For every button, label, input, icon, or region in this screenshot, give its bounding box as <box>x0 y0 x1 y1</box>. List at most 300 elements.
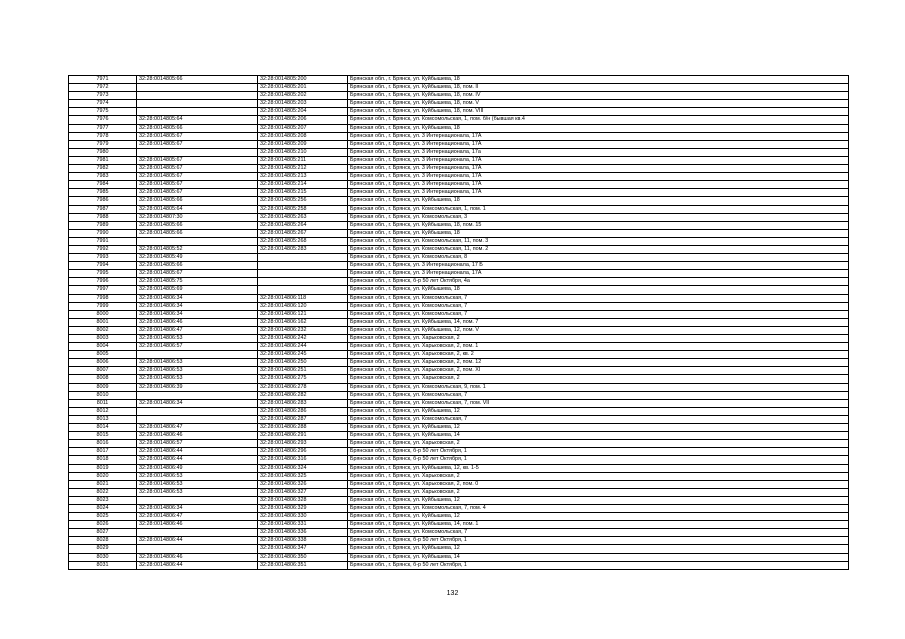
object-number-cell: 32:28:0014806:336 <box>258 529 348 537</box>
table-row <box>69 124 849 132</box>
address-cell: Брянская обл., г. Брянск, ул. Куйбышева, 14 <box>348 553 849 561</box>
address-cell: Брянская обл., г. Брянск, ул. Комсомольская, 8 <box>348 254 849 262</box>
registry-table-body <box>69 76 849 570</box>
table-row <box>69 480 849 488</box>
row-number-cell: 7985 <box>69 189 137 197</box>
table-row <box>69 181 849 189</box>
table-row <box>69 221 849 229</box>
row-number-cell: 7994 <box>69 262 137 270</box>
address-cell: Брянская обл., г. Брянск, ул. 3 Интернационала, 17А <box>348 181 849 189</box>
parcel-number-cell: 32:28:0014806:57 <box>137 343 258 351</box>
row-number-cell: 7978 <box>69 132 137 140</box>
object-number-cell <box>258 278 348 286</box>
address-cell: Брянская обл., г. Брянск, ул. Комсомольская, 7 <box>348 310 849 318</box>
row-number-cell: 8003 <box>69 335 137 343</box>
row-number-cell: 8008 <box>69 375 137 383</box>
table-row <box>69 140 849 148</box>
parcel-number-cell: 32:28:0014806:53 <box>137 367 258 375</box>
row-number-cell: 7989 <box>69 221 137 229</box>
parcel-number-cell <box>137 108 258 116</box>
row-number-cell: 7984 <box>69 181 137 189</box>
table-row <box>69 294 849 302</box>
object-number-cell: 32:28:0014806:347 <box>258 545 348 553</box>
table-row <box>69 448 849 456</box>
table-row <box>69 100 849 108</box>
table-row <box>69 173 849 181</box>
parcel-number-cell: 32:28:0014805:64 <box>137 116 258 124</box>
table-row <box>69 278 849 286</box>
table-row <box>69 504 849 512</box>
table-row <box>69 148 849 156</box>
row-number-cell: 7983 <box>69 173 137 181</box>
address-cell: Брянская обл., г. Брянск, б-р 50 лет Октября, 1 <box>348 456 849 464</box>
row-number-cell: 7982 <box>69 165 137 173</box>
address-cell: Брянская обл., г. Брянск, ул. Куйбышева, 12 <box>348 513 849 521</box>
parcel-number-cell <box>137 148 258 156</box>
row-number-cell: 8022 <box>69 488 137 496</box>
row-number-cell: 8004 <box>69 343 137 351</box>
table-row <box>69 335 849 343</box>
address-cell: Брянская обл., г. Брянск, ул. Куйбышева, 18, пом. VIII <box>348 108 849 116</box>
table-row <box>69 318 849 326</box>
object-number-cell: 32:28:0014806:250 <box>258 359 348 367</box>
parcel-number-cell <box>137 391 258 399</box>
table-row <box>69 165 849 173</box>
address-cell: Брянская обл., г. Брянск, б-р 50 лет Октября, 4а <box>348 278 849 286</box>
parcel-number-cell: 32:28:0014805:67 <box>137 189 258 197</box>
parcel-number-cell: 32:28:0014806:47 <box>137 513 258 521</box>
address-cell: Брянская обл., г. Брянск, ул. Куйбышева, 18 <box>348 229 849 237</box>
object-number-cell: 32:28:0014806:316 <box>258 456 348 464</box>
address-cell: Брянская обл., г. Брянск, ул. Комсомольская, 7 <box>348 415 849 423</box>
parcel-number-cell: 32:28:0014806:53 <box>137 359 258 367</box>
row-number-cell: 8015 <box>69 432 137 440</box>
row-number-cell: 8000 <box>69 310 137 318</box>
address-cell: Брянская обл., г. Брянск, ул. Харьковская, 2 <box>348 335 849 343</box>
table-row <box>69 189 849 197</box>
row-number-cell: 8006 <box>69 359 137 367</box>
row-number-cell: 8027 <box>69 529 137 537</box>
parcel-number-cell: 32:28:0014806:57 <box>137 440 258 448</box>
address-cell: Брянская обл., г. Брянск, ул. Куйбышева, 12 <box>348 424 849 432</box>
object-number-cell <box>258 254 348 262</box>
row-number-cell: 8001 <box>69 318 137 326</box>
table-row <box>69 108 849 116</box>
address-cell: Брянская обл., г. Брянск, ул. Харьковская, 2 <box>348 375 849 383</box>
table-row <box>69 351 849 359</box>
object-number-cell: 32:28:0014806:330 <box>258 513 348 521</box>
parcel-number-cell: 32:28:0014806:44 <box>137 448 258 456</box>
parcel-number-cell: 32:28:0014806:34 <box>137 302 258 310</box>
parcel-number-cell: 32:28:0014806:47 <box>137 326 258 334</box>
object-number-cell: 32:28:0014806:283 <box>258 399 348 407</box>
row-number-cell: 8016 <box>69 440 137 448</box>
object-number-cell: 32:28:0014805:207 <box>258 124 348 132</box>
table-row <box>69 496 849 504</box>
address-cell: Брянская обл., г. Брянск, ул. Комсомольская, 7 <box>348 302 849 310</box>
parcel-number-cell: 32:28:0014805:67 <box>137 132 258 140</box>
object-number-cell: 32:28:0014805:215 <box>258 189 348 197</box>
table-row <box>69 383 849 391</box>
parcel-number-cell: 32:28:0014805:66 <box>137 262 258 270</box>
object-number-cell <box>258 262 348 270</box>
object-number-cell <box>258 286 348 294</box>
row-number-cell: 8012 <box>69 407 137 415</box>
address-cell: Брянская обл., г. Брянск, ул. Куйбышева, 18, пом. II <box>348 84 849 92</box>
row-number-cell: 8025 <box>69 513 137 521</box>
object-number-cell: 32:28:0014806:232 <box>258 326 348 334</box>
parcel-number-cell: 32:28:0014806:47 <box>137 424 258 432</box>
object-number-cell: 32:28:0014806:350 <box>258 553 348 561</box>
address-cell: Брянская обл., г. Брянск, ул. Куйбышева, 18, пом. IV <box>348 92 849 100</box>
parcel-number-cell <box>137 92 258 100</box>
address-cell: Брянская обл., г. Брянск, ул. 3 Интернационала, 17А <box>348 189 849 197</box>
object-number-cell: 32:28:0014805:210 <box>258 148 348 156</box>
table-row <box>69 229 849 237</box>
address-cell: Брянская обл., г. Брянск, ул. Комсомольская, 7, пом. VII <box>348 399 849 407</box>
row-number-cell: 7997 <box>69 286 137 294</box>
address-cell: Брянская обл., г. Брянск, ул. 3 Интернационала, 17а <box>348 148 849 156</box>
parcel-number-cell <box>137 415 258 423</box>
object-number-cell: 32:28:0014806:338 <box>258 537 348 545</box>
table-row <box>69 440 849 448</box>
row-number-cell: 8030 <box>69 553 137 561</box>
object-number-cell: 32:28:0014806:329 <box>258 504 348 512</box>
table-row <box>69 464 849 472</box>
parcel-number-cell: 32:28:0014806:34 <box>137 310 258 318</box>
row-number-cell: 8023 <box>69 496 137 504</box>
table-row <box>69 407 849 415</box>
object-number-cell: 32:28:0014805:214 <box>258 181 348 189</box>
row-number-cell: 7980 <box>69 148 137 156</box>
object-number-cell: 32:28:0014806:351 <box>258 561 348 569</box>
address-cell: Брянская обл., г. Брянск, ул. 3 Интернационала, 17 Б <box>348 262 849 270</box>
row-number-cell: 8007 <box>69 367 137 375</box>
row-number-cell: 8013 <box>69 415 137 423</box>
object-number-cell: 32:28:0014806:291 <box>258 432 348 440</box>
address-cell: Брянская обл., г. Брянск, ул. Комсомольская, 3 <box>348 213 849 221</box>
parcel-number-cell: 32:28:0014806:46 <box>137 318 258 326</box>
address-cell: Брянская обл., г. Брянск, ул. Харьковская, 2, кв. 2 <box>348 351 849 359</box>
row-number-cell: 7998 <box>69 294 137 302</box>
table-row <box>69 415 849 423</box>
address-cell: Брянская обл., г. Брянск, ул. Комсомольская, 9, пом. 1 <box>348 383 849 391</box>
parcel-number-cell: 32:28:0014805:67 <box>137 181 258 189</box>
object-number-cell: 32:28:0014805:264 <box>258 221 348 229</box>
parcel-number-cell: 32:28:0014806:44 <box>137 537 258 545</box>
address-cell: Брянская обл., г. Брянск, ул. Куйбышева, 14, пом. 1 <box>348 521 849 529</box>
object-number-cell: 32:28:0014806:328 <box>258 496 348 504</box>
parcel-number-cell: 32:28:0014806:44 <box>137 561 258 569</box>
address-cell: Брянская обл., г. Брянск, ул. Куйбышева, 12, пом. V <box>348 326 849 334</box>
row-number-cell: 7975 <box>69 108 137 116</box>
table-row <box>69 391 849 399</box>
address-cell: Брянская обл., г. Брянск, ул. Комсомольская, 7 <box>348 391 849 399</box>
address-cell: Брянская обл., г. Брянск, ул. Куйбышева, 18 <box>348 286 849 294</box>
table-row <box>69 237 849 245</box>
parcel-number-cell: 32:28:0014805:67 <box>137 165 258 173</box>
table-row <box>69 76 849 84</box>
table-row <box>69 553 849 561</box>
row-number-cell: 7990 <box>69 229 137 237</box>
parcel-number-cell: 32:28:0014805:66 <box>137 76 258 84</box>
parcel-number-cell: 32:28:0014805:66 <box>137 229 258 237</box>
parcel-number-cell: 32:28:0014806:53 <box>137 488 258 496</box>
parcel-number-cell: 32:28:0014805:64 <box>137 205 258 213</box>
table-row <box>69 375 849 383</box>
object-number-cell: 32:28:0014805:200 <box>258 76 348 84</box>
table-row <box>69 399 849 407</box>
object-number-cell: 32:28:0014806:245 <box>258 351 348 359</box>
parcel-number-cell <box>137 529 258 537</box>
table-row <box>69 529 849 537</box>
address-cell: Брянская обл., г. Брянск, ул. 3 Интернационала, 17А <box>348 165 849 173</box>
parcel-number-cell <box>137 100 258 108</box>
object-number-cell: 32:28:0014806:326 <box>258 480 348 488</box>
object-number-cell: 32:28:0014805:209 <box>258 140 348 148</box>
row-number-cell: 8020 <box>69 472 137 480</box>
parcel-number-cell: 32:28:0014807:30 <box>137 213 258 221</box>
object-number-cell: 32:28:0014806:288 <box>258 424 348 432</box>
table-row <box>69 213 849 221</box>
row-number-cell: 7972 <box>69 84 137 92</box>
table-row <box>69 424 849 432</box>
object-number-cell: 32:28:0014806:162 <box>258 318 348 326</box>
object-number-cell: 32:28:0014806:331 <box>258 521 348 529</box>
row-number-cell: 7993 <box>69 254 137 262</box>
object-number-cell: 32:28:0014805:267 <box>258 229 348 237</box>
table-row <box>69 561 849 569</box>
parcel-number-cell <box>137 545 258 553</box>
parcel-number-cell <box>137 407 258 415</box>
object-number-cell: 32:28:0014806:286 <box>258 407 348 415</box>
address-cell: Брянская обл., г. Брянск, ул. Харьковская, 2 <box>348 440 849 448</box>
parcel-number-cell: 32:28:0014806:46 <box>137 432 258 440</box>
object-number-cell: 32:28:0014805:203 <box>258 100 348 108</box>
object-number-cell: 32:28:0014806:325 <box>258 472 348 480</box>
address-cell: Брянская обл., г. Брянск, ул. Харьковская, 2, пом. 1 <box>348 343 849 351</box>
table-row <box>69 359 849 367</box>
parcel-number-cell: 32:28:0014805:75 <box>137 278 258 286</box>
address-cell: Брянская обл., г. Брянск, ул. 3 Интернационала, 17А <box>348 173 849 181</box>
object-number-cell: 32:28:0014805:258 <box>258 205 348 213</box>
row-number-cell: 7974 <box>69 100 137 108</box>
table-row <box>69 116 849 124</box>
table-row <box>69 545 849 553</box>
parcel-number-cell: 32:28:0014805:66 <box>137 124 258 132</box>
table-row <box>69 310 849 318</box>
address-cell: Брянская обл., г. Брянск, ул. Куйбышева, 12, кв. 1-5 <box>348 464 849 472</box>
row-number-cell: 7991 <box>69 237 137 245</box>
object-number-cell: 32:28:0014806:278 <box>258 383 348 391</box>
row-number-cell: 7981 <box>69 156 137 164</box>
parcel-number-cell <box>137 496 258 504</box>
address-cell: Брянская обл., г. Брянск, ул. Харьковская, 2, пом. XI <box>348 367 849 375</box>
table-row <box>69 286 849 294</box>
row-number-cell: 7973 <box>69 92 137 100</box>
table-row <box>69 367 849 375</box>
address-cell: Брянская обл., г. Брянск, ул. Харьковская, 2, пом. 0 <box>348 480 849 488</box>
object-number-cell: 32:28:0014806:275 <box>258 375 348 383</box>
parcel-number-cell: 32:28:0014805:52 <box>137 245 258 253</box>
row-number-cell: 8026 <box>69 521 137 529</box>
row-number-cell: 7971 <box>69 76 137 84</box>
object-number-cell: 32:28:0014806:244 <box>258 343 348 351</box>
parcel-number-cell: 32:28:0014806:34 <box>137 294 258 302</box>
table-row <box>69 302 849 310</box>
parcel-number-cell: 32:28:0014806:44 <box>137 456 258 464</box>
table-row <box>69 343 849 351</box>
table-row <box>69 245 849 253</box>
object-number-cell: 32:28:0014806:121 <box>258 310 348 318</box>
address-cell: Брянская обл., г. Брянск, ул. Куйбышева, 14, пом. 7 <box>348 318 849 326</box>
row-number-cell: 8014 <box>69 424 137 432</box>
address-cell: Брянская обл., г. Брянск, ул. Комсомольская, 7, пом. 4 <box>348 504 849 512</box>
object-number-cell: 32:28:0014806:327 <box>258 488 348 496</box>
parcel-number-cell: 32:28:0014806:53 <box>137 472 258 480</box>
parcel-number-cell <box>137 84 258 92</box>
address-cell: Брянская обл., г. Брянск, ул. Куйбышева, 18 <box>348 197 849 205</box>
parcel-number-cell <box>137 351 258 359</box>
parcel-number-cell: 32:28:0014806:53 <box>137 480 258 488</box>
address-cell: Брянская обл., г. Брянск, ул. Куйбышева, 18, пом. V <box>348 100 849 108</box>
row-number-cell: 7979 <box>69 140 137 148</box>
parcel-number-cell: 32:28:0014805:66 <box>137 197 258 205</box>
row-number-cell: 7977 <box>69 124 137 132</box>
parcel-number-cell: 32:28:0014806:34 <box>137 399 258 407</box>
row-number-cell: 7999 <box>69 302 137 310</box>
address-cell: Брянская обл., г. Брянск, ул. Куйбышева, 12 <box>348 545 849 553</box>
table-row <box>69 262 849 270</box>
row-number-cell: 8005 <box>69 351 137 359</box>
address-cell: Брянская обл., г. Брянск, ул. 3 Интернационала, 17А <box>348 140 849 148</box>
row-number-cell: 8029 <box>69 545 137 553</box>
table-row <box>69 205 849 213</box>
parcel-number-cell <box>137 237 258 245</box>
object-number-cell: 32:28:0014805:268 <box>258 237 348 245</box>
address-cell: Брянская обл., г. Брянск, ул. Харьковская, 2, пом. 12 <box>348 359 849 367</box>
address-cell: Брянская обл., г. Брянск, ул. Куйбышева, 18, пом. 15 <box>348 221 849 229</box>
parcel-number-cell: 32:28:0014806:34 <box>137 504 258 512</box>
parcel-number-cell: 32:28:0014805:66 <box>137 221 258 229</box>
address-cell: Брянская обл., г. Брянск, ул. Комсомольская, 11, пом. 3 <box>348 237 849 245</box>
address-cell: Брянская обл., г. Брянск, ул. Куйбышева, 18 <box>348 76 849 84</box>
object-number-cell: 32:28:0014805:256 <box>258 197 348 205</box>
address-cell: Брянская обл., г. Брянск, ул. Комсомольская, 1, пом. 1 <box>348 205 849 213</box>
object-number-cell: 32:28:0014806:118 <box>258 294 348 302</box>
address-cell: Брянская обл., г. Брянск, ул. Куйбышева, 18 <box>348 124 849 132</box>
row-number-cell: 8017 <box>69 448 137 456</box>
parcel-number-cell: 32:28:0014806:53 <box>137 335 258 343</box>
row-number-cell: 7992 <box>69 245 137 253</box>
address-cell: Брянская обл., г. Брянск, ул. 3 Интернационала, 17А <box>348 132 849 140</box>
object-number-cell: 32:28:0014805:206 <box>258 116 348 124</box>
address-cell: Брянская обл., г. Брянск, ул. Харьковская, 2 <box>348 488 849 496</box>
row-number-cell: 8019 <box>69 464 137 472</box>
address-cell: Брянская обл., г. Брянск, б-р 50 лет Октября, 1 <box>348 537 849 545</box>
address-cell: Брянская обл., г. Брянск, ул. Куйбышева, 12 <box>348 407 849 415</box>
table-row <box>69 432 849 440</box>
table-row <box>69 270 849 278</box>
table-row <box>69 254 849 262</box>
object-number-cell: 32:28:0014805:202 <box>258 92 348 100</box>
object-number-cell: 32:28:0014805:208 <box>258 132 348 140</box>
table-row <box>69 537 849 545</box>
row-number-cell: 7995 <box>69 270 137 278</box>
object-number-cell: 32:28:0014805:201 <box>258 84 348 92</box>
row-number-cell: 8021 <box>69 480 137 488</box>
row-number-cell: 8002 <box>69 326 137 334</box>
table-row <box>69 326 849 334</box>
address-cell: Брянская обл., г. Брянск, ул. Комсомольская, 11, пом. 2 <box>348 245 849 253</box>
table-row <box>69 92 849 100</box>
object-number-cell: 32:28:0014805:213 <box>258 173 348 181</box>
row-number-cell: 8011 <box>69 399 137 407</box>
row-number-cell: 8031 <box>69 561 137 569</box>
object-number-cell: 32:28:0014805:204 <box>258 108 348 116</box>
row-number-cell: 8010 <box>69 391 137 399</box>
address-cell: Брянская обл., г. Брянск, б-р 50 лет Октября, 1 <box>348 561 849 569</box>
object-number-cell: 32:28:0014805:212 <box>258 165 348 173</box>
object-number-cell <box>258 270 348 278</box>
table-row <box>69 84 849 92</box>
address-cell: Брянская обл., г. Брянск, ул. Комсомольская, 7 <box>348 529 849 537</box>
table-row <box>69 472 849 480</box>
table-row <box>69 132 849 140</box>
table-row <box>69 156 849 164</box>
row-number-cell: 8024 <box>69 504 137 512</box>
row-number-cell: 7976 <box>69 116 137 124</box>
object-number-cell: 32:28:0014805:263 <box>258 213 348 221</box>
address-cell: Брянская обл., г. Брянск, б-р 50 лет Октября, 1 <box>348 448 849 456</box>
parcel-number-cell: 32:28:0014805:49 <box>137 254 258 262</box>
object-number-cell: 32:28:0014806:242 <box>258 335 348 343</box>
row-number-cell: 8018 <box>69 456 137 464</box>
parcel-number-cell: 32:28:0014806:53 <box>137 375 258 383</box>
parcel-number-cell: 32:28:0014805:67 <box>137 140 258 148</box>
registry-table <box>68 75 849 570</box>
parcel-number-cell: 32:28:0014805:67 <box>137 173 258 181</box>
object-number-cell: 32:28:0014806:120 <box>258 302 348 310</box>
address-cell: Брянская обл., г. Брянск, ул. Комсомольская, 1, пом. б/н (бывшая кв.4 <box>348 116 849 124</box>
object-number-cell: 32:28:0014805:211 <box>258 156 348 164</box>
object-number-cell: 32:28:0014805:283 <box>258 245 348 253</box>
address-cell: Брянская обл., г. Брянск, ул. Куйбышева, 14 <box>348 432 849 440</box>
object-number-cell: 32:28:0014806:282 <box>258 391 348 399</box>
parcel-number-cell: 32:28:0014806:46 <box>137 553 258 561</box>
address-cell: Брянская обл., г. Брянск, ул. 3 Интернационала, 17А <box>348 270 849 278</box>
table-row <box>69 197 849 205</box>
row-number-cell: 8028 <box>69 537 137 545</box>
row-number-cell: 7996 <box>69 278 137 286</box>
row-number-cell: 8009 <box>69 383 137 391</box>
parcel-number-cell: 32:28:0014806:46 <box>137 521 258 529</box>
table-row <box>69 488 849 496</box>
row-number-cell: 7986 <box>69 197 137 205</box>
address-cell: Брянская обл., г. Брянск, ул. Харьковская, 2 <box>348 472 849 480</box>
parcel-number-cell: 32:28:0014806:39 <box>137 383 258 391</box>
parcel-number-cell: 32:28:0014806:49 <box>137 464 258 472</box>
table-row <box>69 456 849 464</box>
page-number: 132 <box>446 590 459 597</box>
object-number-cell: 32:28:0014806:251 <box>258 367 348 375</box>
address-cell: Брянская обл., г. Брянск, ул. 3 Интернационала, 17А <box>348 156 849 164</box>
parcel-number-cell: 32:28:0014805:67 <box>137 156 258 164</box>
object-number-cell: 32:28:0014806:324 <box>258 464 348 472</box>
row-number-cell: 7987 <box>69 205 137 213</box>
parcel-number-cell: 32:28:0014805:67 <box>137 270 258 278</box>
table-row <box>69 513 849 521</box>
